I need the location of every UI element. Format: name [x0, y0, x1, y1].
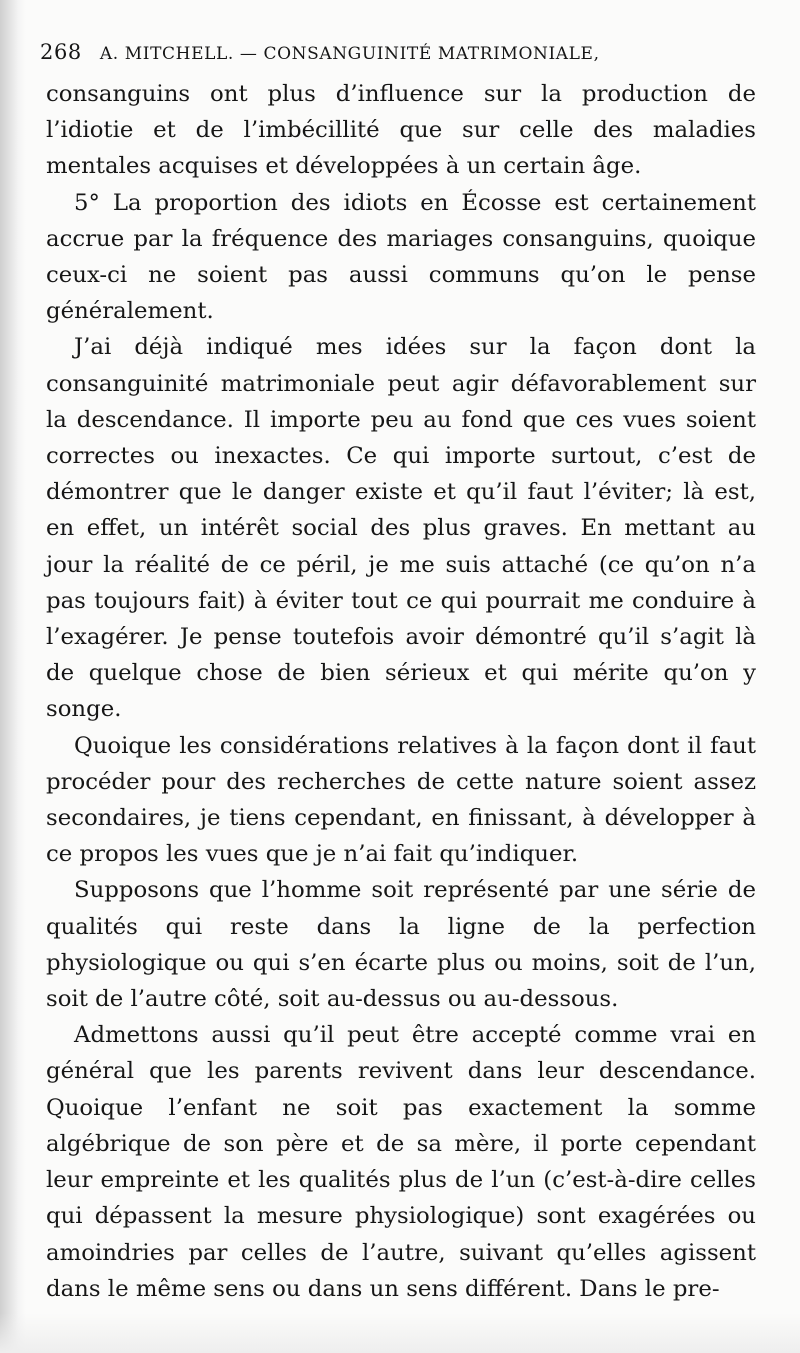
body-text	[46, 76, 756, 1307]
page-header	[40, 40, 760, 74]
running-head: A. MITCHELL. — CONSANGUINITÉ MATRIMONIALE,	[99, 44, 600, 64]
page-number: 268	[40, 40, 82, 64]
paragraph-continued: consanguins ont plus d’influence sur la production de l’idiotie et de l’imbécillité que sur celle des maladies mentales acquises et développées à un certain âge.	[46, 81, 756, 180]
paragraph: Quoique les considérations relatives à la façon dont il faut procéder pour des recherches de cette nature soient assez secondaires, je tiens cependant, en finissant, à développer à ce propos les vues que je n’ai fait qu’indiquer.	[46, 732, 756, 868]
binding-shadow	[0, 0, 26, 1353]
paragraph: J’ai déjà indiqué mes idées sur la façon dont la consanguinité matrimoniale peut agir défavorablement sur la descendance. Il importe peu au fond que ces vues soient correctes ou inexactes. Ce qui importe surtout, c’est de démontrer que le danger existe et qu’il faut l’éviter; là est, en effet, un intérêt social des plus graves. En mettant au jour la réalité de ce péril, je me suis attaché (ce qu’on n’a pas toujours fait) à éviter tout ce qui pourrait me conduire à l’exagérer. Je pense toutefois avoir démontré qu’il s’agit là de quelque chose de bien sérieux et qui mérite qu’on y songe.	[46, 334, 756, 723]
page-edge-shadow	[0, 1313, 800, 1353]
paragraph: Admettons aussi qu’il peut être accepté comme vrai en général que les parents revivent dans leur descendance. Quoique l’enfant ne soit pas exactement la somme algébrique de son père et de sa mère, il porte cependant leur empreinte et les qualités plus de l’un (c’est-à-dire celles qui dépassent la mesure physiologique) sont exagérées ou amoindries par celles de l’autre, suivant qu’elles agissent dans le même sens ou dans un sens différent. Dans le pre-	[46, 1022, 756, 1302]
paragraph-conclusion-5: 5° La proportion des idiots en Écosse est certainement accrue par la fréquence des mariages consanguins, quoique ceux-ci ne soient pas aussi communs qu’on le pense généralement.	[46, 189, 756, 325]
paragraph: Supposons que l’homme soit représenté par une série de qualités qui reste dans la ligne de la perfection physiologique ou qui s’en écarte plus ou moins, soit de l’un, soit de l’autre côté, soit au-dessus ou au-dessous.	[46, 877, 756, 1013]
